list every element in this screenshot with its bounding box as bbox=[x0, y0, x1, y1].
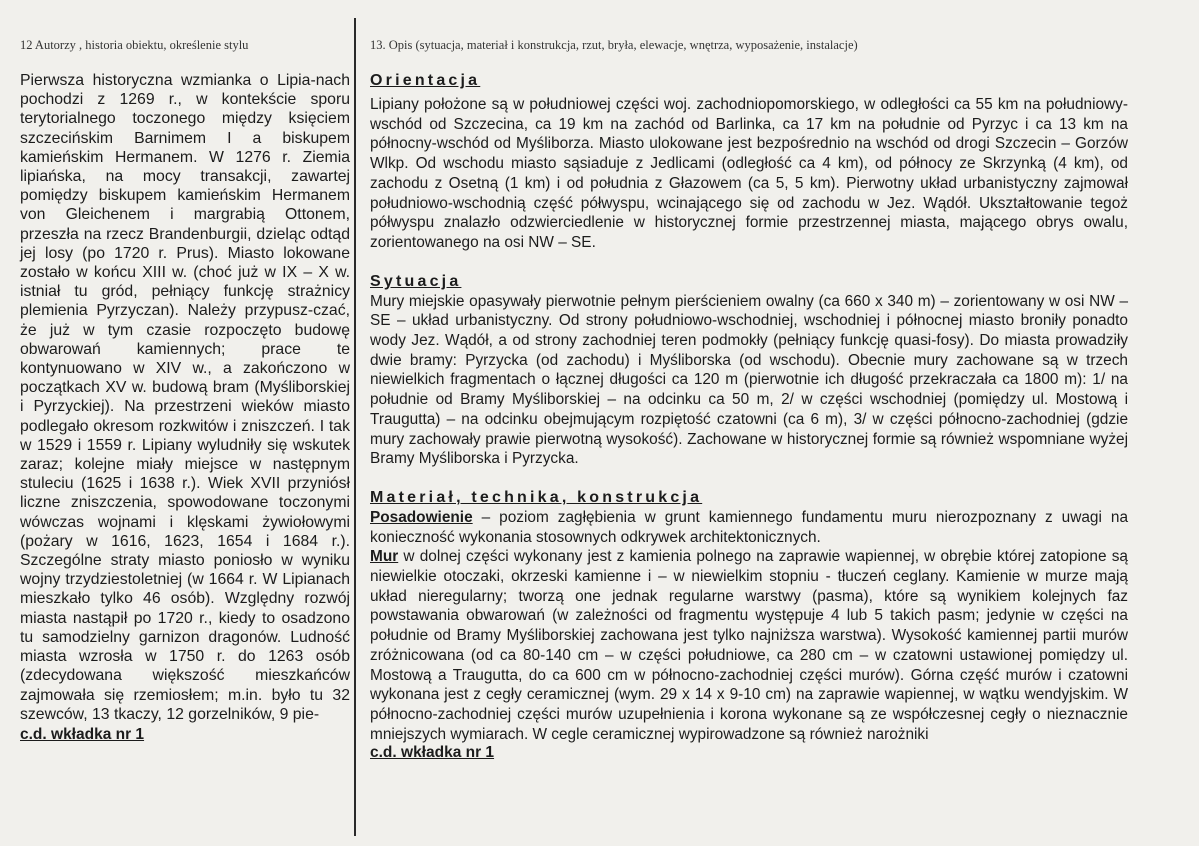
left-continuation-wrap bbox=[20, 726, 350, 744]
right-header: 13. Opis (sytuacja, materiał i konstrukcja, rzut, bryła, elewacje, wnętrza, wyposażenie, instalacje) bbox=[370, 38, 858, 52]
left-continuation-note: c.d. wkładka nr 1 bbox=[20, 725, 145, 743]
posadowienie-paragraph bbox=[370, 508, 1128, 547]
history-text: Pierwsza historyczna wzmianka o Lipia-nach pochodzi z 1269 r., w kontekście sporu terytorialnego toczonego między księciem szczecińskim Barnimem I a biskupem kamieńskim Hermanem. W 1276 r. Ziemia lipiańska, na mocy transakcji, zawartej pomiędzy biskupem kamieńskim Hermanem von Gleichenem i margrabią Ottonem, przeszła na rzecz Brandenburgii, dzieląc odtąd jej losy (po 1720 r. Prus). Miasto lokowane zostało w końcu XIII w. (choć już w IX – X w. istniał tu gród, pełniący funkcję strażnicy plemienia Pyrzyczan). Należy przypusz-czać, że już w tym czasie rozpoczęto budowę obwarowań kamiennych; prace te kontynuowano w XIV w., a zakończono w początkach XV w. budową bram (Myśliborskiej i Pyrzyckiej). Na przestrzeni wieków miasto podlegało okresom rozkwitów i zniszczeń. I tak w 1529 i 1559 r. Lipiany wyludniły się wskutek zaraz; kolejne miały miejsce w następnym stuleciu (1625 i 1638 r.). Wiek XVII przyniósł liczne zniszczenia, spowodowane toczonymi wówczas wojnami i klęskami żywiołowymi (pożary w 1616, 1623, 1654 i 1684 r.). Szczególne straty miasto poniosło w wyniku wojny trzydziestoletniej (w 1664 r. W Lipianach mieszkało tylko 46 osób). Względny rozwój miasta nastąpił po 1720 r., kiedy to osadzono tu samodzielny garnizon dragonów. Ludność miasta wzrosła w 1750 r. do 1263 osób (zdecydowana większość mieszkańców zajmowała się rzemiosłem; m.in. było tu 32 szewców, 13 tkaczy, 12 gorzelników, 9 pie- bbox=[20, 72, 350, 723]
orientacja-heading: Orientacja bbox=[370, 72, 481, 89]
orientacja-text: Lipiany położone są w południowej części woj. zachodniopomorskiego, w odległości ca 55 km na południowy-wschód od Szczecina, ca 19 km na zachód od Barlinka, ca 17 km na południe od Pyrzyc i ca 13 km na północny-wschód od Myśliborza. Miasto ulokowane jest bezpośrednio na wschód od drogi Szczecin – Gorzów Wlkp. Od wschodu miasto sąsiaduje z Jedlicami (odległość ca 4 km), od północy ze Skrzynką (4 km), od zachodu z Osetną (1 km) i od południa z Głazowem (ca 5, 5 km). Pierwotny układ urbanistyczny zajmował południowo-wschodnią część półwyspu, wcinającego się od zachodu w Jez. Wądół. Ukształtowanie tegoż półwyspu znalazło odzwierciedlenie w historycznej formie przestrzennej miasta, mającego obrys owalu, zorientowanego na osi NW – SE. bbox=[370, 96, 1128, 251]
posadowienie-label: Posadowienie bbox=[370, 508, 473, 526]
mur-label: Mur bbox=[370, 548, 399, 566]
right-column bbox=[370, 38, 1128, 762]
left-header: 12 Autorzy , historia obiektu, określenie stylu bbox=[20, 38, 249, 52]
right-continuation-wrap bbox=[370, 744, 1128, 762]
posadowienie-text: – poziom zagłębienia w grunt kamiennego fundamentu muru nierozpoznany z uwagi na konieczność wykonania stosownych odkrywek architektonicznych. bbox=[370, 508, 1128, 546]
right-continuation-note: c.d. wkładka nr 1 bbox=[370, 744, 495, 762]
mur-text: w dolnej części wykonany jest z kamienia polnego na zaprawie wapiennej, w obrębie której zatopione są niewielkie otoczaki, okrzeski kamienne i – w niewielkim stopniu - tłuczeń ceglany. Kamienie w murze mają układ nieregularny; tworzą one jednak regularne warstwy (pasma), które są wynikiem kolejnych faz powstawania obwarowań (w zależności od fragmentu występuje 4 lub 5 takich pasm; jedynie w części na południe od Bramy Myśliborskiej zachowana jest tylko najniższa warstwa). Wysokość kamiennej partii murów zróżnicowana (od ca 80-140 cm – w części południowe, ca 280 cm – w czatowni ustawionej pomiędzy ul. Mostową a Traugutta, do ca 600 cm w północno-zachodniej części murów). Górna część murów i czatowni wykonana jest z cegły ceramicznej (wym. 29 x 14 x 9-10 cm) na zaprawie wapiennej, w wątku wendyjskim. W północno-zachodniej części murów uzupełnienia i korona wykonane są ze współczesnej cegły o nieznacznie mniejszych wymiarach. W cegle ceramicznej wypirowadzone są również narożniki bbox=[370, 548, 1128, 743]
sytuacja-text: Mury miejskie opasywały pierwotnie pełnym pierścieniem owalny (ca 660 x 340 m) – zorientowany w osi NW – SE – układ urbanistyczny. Od strony południowo-wschodniej, wschodniej i północnej miasto broniły ponadto wody Jez. Wądół, a od strony zachodniej teren podmokły (pełniący funkcję quasi-fosy). Do miasta prowadziły dwie bramy: Pyrzycka (od zachodu) i Myśliborska (od wschodu). Obecnie mury zachowane są w trzech niewielkich fragmentach o łącznej długości ca 120 m (pierwotnie ich długość przekraczała ca 1800 m): 1/ na południe od Bramy Myśliborskiej – na odcinku ca 50 m, 2/ w części wschodniej (pomiędzy ul. Mostową i Traugutta) – na odcinku obejmującym rozpiętość czatowni (ca 6 m), 3/ w części północno-zachodniej (gdzie mury zachowały prawie pierwotną wysokość). Zachowane w historycznej formie są również wspomniane wyżej Bramy Myśliborska i Pyrzycka. bbox=[370, 292, 1128, 468]
column-divider bbox=[354, 18, 356, 836]
mur-paragraph bbox=[370, 547, 1128, 744]
left-column bbox=[20, 38, 350, 744]
material-heading: Materiał, technika, konstrukcja bbox=[370, 488, 703, 506]
sytuacja-heading: Sytuacja bbox=[370, 272, 462, 290]
